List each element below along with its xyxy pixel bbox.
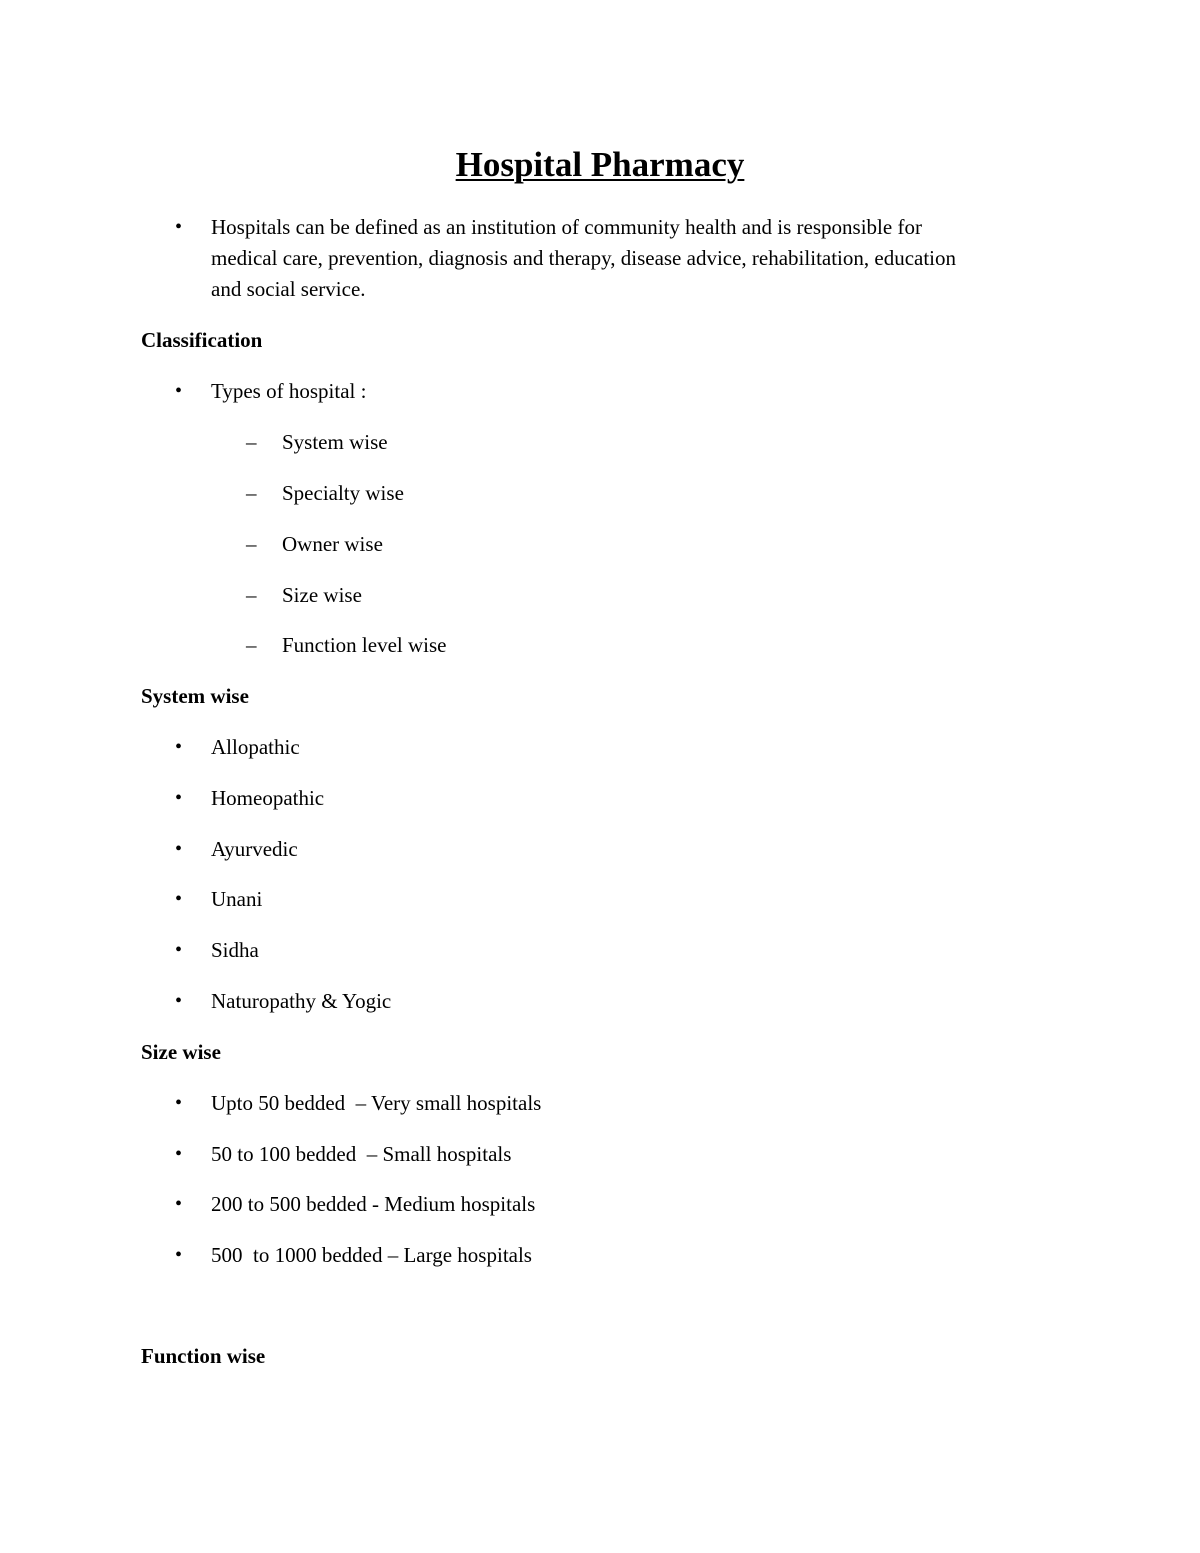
bullet-icon: • [175,1244,183,1266]
list-item: 200 to 500 bedded - Medium hospitals [211,1192,536,1216]
bullet-icon: • [175,888,183,910]
type-item: Size wise [282,583,362,607]
page-title: Hospital Pharmacy [455,145,745,184]
type-item: Function level wise [282,633,447,657]
list-item: Allopathic [211,735,300,759]
list-item: 50 to 100 bedded – Small hospitals [211,1142,512,1166]
size-wise-heading: Size wise [141,1040,221,1064]
bullet-icon: • [175,1092,183,1114]
type-item: System wise [282,430,388,454]
bullet-icon: • [175,380,183,402]
dash-icon: – [246,481,257,505]
dash-icon: – [246,583,257,607]
types-label: Types of hospital : [211,379,367,403]
bullet-icon: • [175,990,183,1012]
classification-heading: Classification [141,328,263,352]
intro-line-3: and social service. [211,277,366,301]
list-item: Sidha [211,938,259,962]
type-item: Specialty wise [282,481,404,505]
list-item: Naturopathy & Yogic [211,989,392,1013]
intro-line-2: medical care, prevention, diagnosis and therapy, disease advice, rehabilitation, education [211,246,957,270]
bullet-icon: • [175,1143,183,1165]
bullet-icon: • [175,787,183,809]
list-item: Upto 50 bedded – Very small hospitals [211,1091,542,1115]
dash-icon: – [246,633,257,657]
bullet-icon: • [175,1193,183,1215]
dash-icon: – [246,532,257,556]
bullet-icon: • [175,939,183,961]
system-wise-heading: System wise [141,684,249,708]
bullet-icon: • [175,838,183,860]
list-item: 500 to 1000 bedded – Large hospitals [211,1243,532,1267]
function-wise-heading: Function wise [141,1344,266,1368]
list-item: Unani [211,887,263,911]
intro-line-1: Hospitals can be defined as an institution of community health and is responsible for [211,215,922,239]
list-item: Homeopathic [211,786,325,810]
list-item: Ayurvedic [211,837,298,861]
type-item: Owner wise [282,532,383,556]
bullet-icon: • [175,736,183,758]
dash-icon: – [246,430,257,454]
bullet-icon: • [175,216,183,238]
